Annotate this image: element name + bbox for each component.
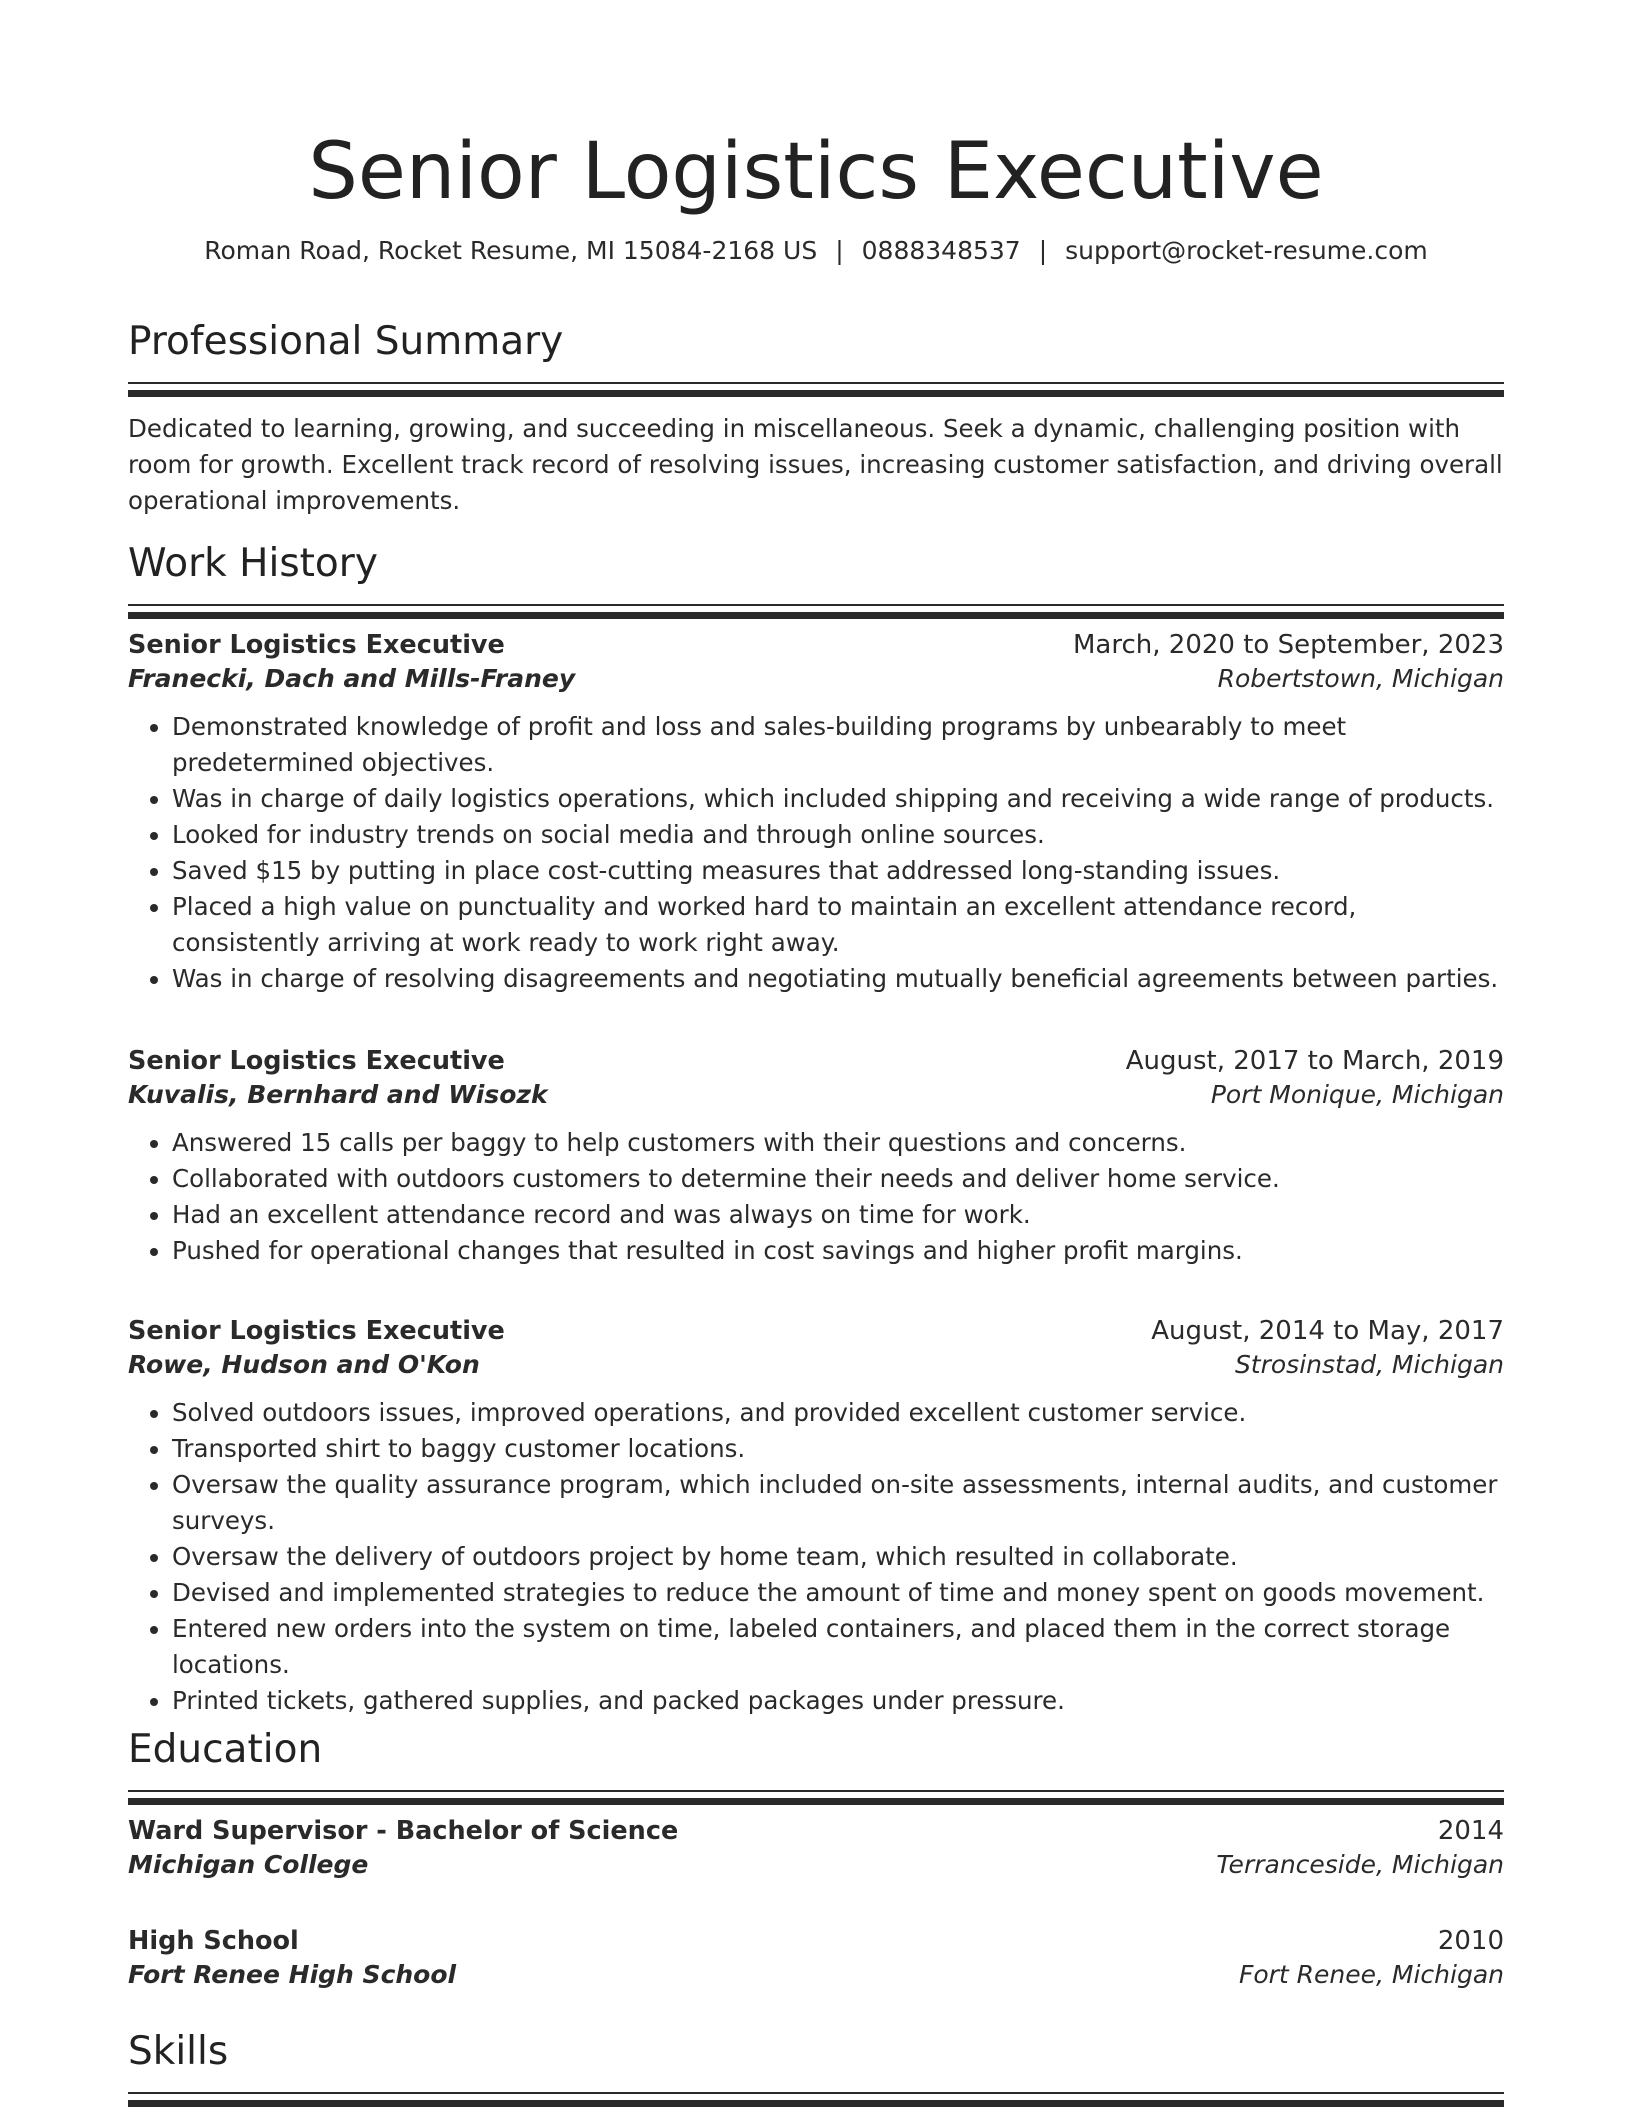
company-name: Franecki, Dach and Mills-Franey [128, 664, 576, 693]
education-entry [128, 1926, 1504, 1989]
divider [128, 1798, 1504, 1805]
divider [128, 612, 1504, 619]
list-item: • Oversaw the delivery of outdoors project by home team, which resulted in collaborate. [172, 1539, 1504, 1575]
divider [128, 2092, 1504, 2094]
list-item: • Was in charge of resolving disagreements and negotiating mutually beneficial agreements between parties. [172, 961, 1504, 997]
divider [128, 390, 1504, 397]
contact-email: support@rocket-resume.com [1065, 236, 1428, 265]
degree-name: Ward Supervisor - Bachelor of Science [128, 1816, 679, 1846]
job-location: Robertstown, Michigan [1217, 664, 1504, 693]
list-item: • Solved outdoors issues, improved operations, and provided excellent customer service. [172, 1395, 1504, 1431]
graduation-year: 2014 [1437, 1816, 1504, 1846]
graduation-year: 2010 [1437, 1926, 1504, 1956]
job-entry [128, 1316, 1504, 1719]
list-item: • Demonstrated knowledge of profit and loss and sales-building programs by unbearably to meet predetermined objectives. [172, 709, 1504, 781]
list-item: • Placed a high value on punctuality and worked hard to maintain an excellent attendance record, consistently arriving at work ready to work right away. [172, 889, 1504, 961]
job-entry [128, 1046, 1504, 1269]
degree-name: High School [128, 1926, 299, 1956]
list-item: • Was in charge of daily logistics operations, which included shipping and receiving a wide range of products. [172, 781, 1504, 817]
contact-address: Roman Road, Rocket Resume, MI 15084-2168 US [204, 236, 818, 265]
contact-separator: | [1038, 236, 1048, 265]
skills-section [128, 2028, 1504, 2107]
list-item: • Answered 15 calls per baggy to help customers with their questions and concerns. [172, 1125, 1504, 1161]
bullet-list [128, 1125, 1504, 1269]
list-item: • Saved $15 by putting in place cost-cutting measures that addressed long-standing issues. [172, 853, 1504, 889]
contact-line [128, 236, 1504, 265]
school-name: Michigan College [128, 1850, 369, 1879]
education-entry [128, 1816, 1504, 1879]
school-location: Terranceside, Michigan [1216, 1850, 1504, 1879]
bullet-list [128, 1395, 1504, 1719]
company-name: Rowe, Hudson and O'Kon [128, 1350, 480, 1379]
job-title: Senior Logistics Executive [128, 1046, 505, 1076]
section-heading: Skills [128, 2029, 229, 2074]
education-section [128, 1726, 1504, 1805]
list-item: • Pushed for operational changes that resulted in cost savings and higher profit margins. [172, 1233, 1504, 1269]
list-item: • Collaborated with outdoors customers to determine their needs and deliver home service. [172, 1161, 1504, 1197]
contact-phone: 0888348537 [861, 236, 1021, 265]
company-name: Kuvalis, Bernhard and Wisozk [128, 1080, 548, 1109]
divider [128, 1790, 1504, 1792]
list-item: • Printed tickets, gathered supplies, and packed packages under pressure. [172, 1683, 1504, 1719]
contact-separator: | [835, 236, 844, 265]
divider [128, 604, 1504, 606]
summary-section [128, 318, 1504, 519]
job-location: Strosinstad, Michigan [1234, 1350, 1504, 1379]
job-location: Port Monique, Michigan [1210, 1080, 1504, 1109]
section-heading: Work History [128, 541, 378, 586]
work-history-section [128, 540, 1504, 619]
list-item: • Devised and implemented strategies to reduce the amount of time and money spent on goods movement. [172, 1575, 1504, 1611]
list-item: • Entered new orders into the system on time, labeled containers, and placed them in the correct storage locations. [172, 1611, 1504, 1683]
list-item: • Transported shirt to baggy customer locations. [172, 1431, 1504, 1467]
list-item: • Oversaw the quality assurance program, which included on-site assessments, internal audits, and customer surveys. [172, 1467, 1504, 1539]
resume-page [128, 0, 1504, 2074]
divider [128, 382, 1504, 384]
list-item: • Looked for industry trends on social media and through online sources. [172, 817, 1504, 853]
school-location: Fort Renee, Michigan [1238, 1960, 1504, 1989]
page-title: Senior Logistics Executive [308, 127, 1324, 217]
bullet-list [128, 709, 1504, 997]
school-name: Fort Renee High School [128, 1960, 457, 1989]
divider [128, 2100, 1504, 2107]
job-entry [128, 630, 1504, 997]
section-heading: Professional Summary [128, 319, 564, 364]
job-dates: March, 2020 to September, 2023 [1073, 630, 1504, 660]
summary-text: Dedicated to learning, growing, and succeeding in miscellaneous. Seek a dynamic, challenging position with room for growth. Excellent track record of resolving issues, increasing customer satisfaction, and driving overall operational improvements. [128, 414, 1503, 515]
job-dates: August, 2017 to March, 2019 [1125, 1046, 1504, 1076]
job-title: Senior Logistics Executive [128, 630, 505, 660]
job-dates: August, 2014 to May, 2017 [1151, 1316, 1504, 1346]
section-heading: Education [128, 1727, 323, 1772]
job-title: Senior Logistics Executive [128, 1316, 505, 1346]
list-item: • Had an excellent attendance record and was always on time for work. [172, 1197, 1504, 1233]
